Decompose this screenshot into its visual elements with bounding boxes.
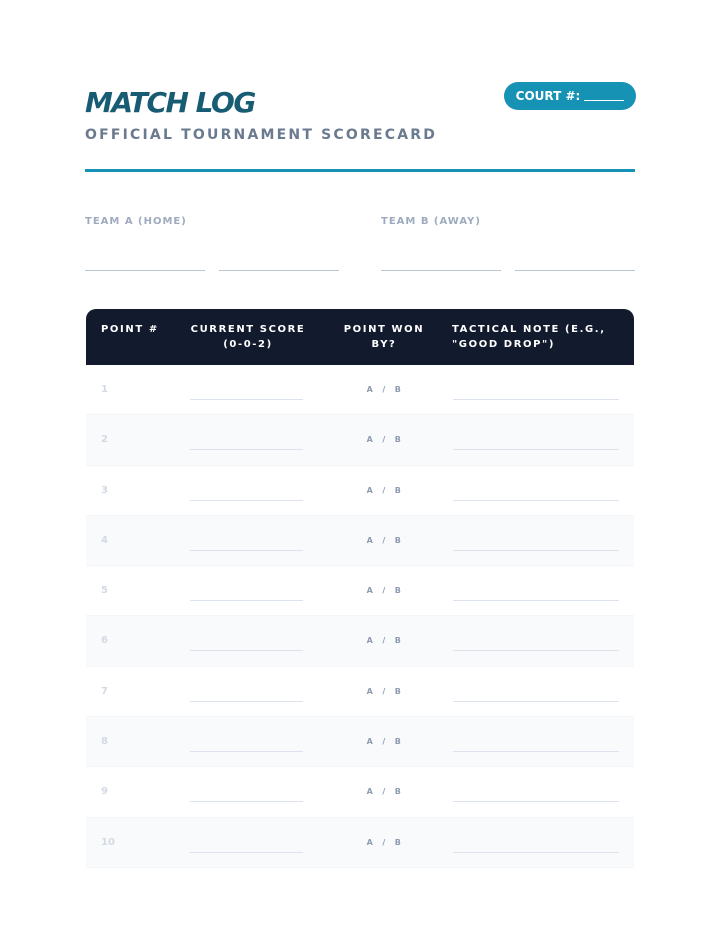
current-score-field[interactable] [190,449,303,450]
point-number: 10 [101,836,115,848]
option-separator: / [382,485,386,495]
current-score-field[interactable] [190,852,303,853]
point-number: 4 [101,534,108,546]
option-team-a[interactable]: A [366,435,374,445]
header-current-score: CURRENT SCORE (0-0-2) [190,324,306,350]
option-team-a[interactable]: A [366,686,374,696]
tactical-note-field[interactable] [453,500,619,501]
header-tactical-note: TACTICAL NOTE (E.G., "GOOD DROP") [452,324,606,350]
option-separator: / [382,737,386,747]
point-number: 6 [101,635,108,647]
team-a-label: TEAM A (HOME) [85,216,187,227]
court-number-blank[interactable] [584,91,624,101]
option-team-b[interactable]: B [394,435,402,445]
table-row [86,818,634,868]
option-team-a[interactable]: A [366,485,374,495]
option-team-b[interactable]: B [394,485,402,495]
table-row [86,365,634,415]
tactical-note-field[interactable] [453,600,619,601]
tactical-note-field[interactable] [453,399,619,400]
header-point-number: POINT # [101,324,159,335]
option-team-b[interactable]: B [394,686,402,696]
option-separator: / [382,535,386,545]
header-divider [85,169,635,172]
team-b-player-2-field[interactable] [515,270,635,271]
option-team-b[interactable]: B [394,837,402,847]
tactical-note-field[interactable] [453,449,619,450]
point-number: 5 [101,585,108,597]
page-subtitle: OFFICIAL TOURNAMENT SCORECARD [85,127,438,143]
tactical-note-field[interactable] [453,650,619,651]
option-team-a[interactable]: A [366,586,374,596]
table-row [86,616,634,666]
table-row [86,717,634,767]
page-title: MATCH LOG [85,86,255,119]
point-number: 7 [101,685,108,697]
point-won-by-options [338,586,430,595]
option-separator: / [382,435,386,445]
point-won-by-options [338,486,430,495]
option-team-a[interactable]: A [366,535,374,545]
point-won-by-options [338,636,430,645]
option-team-b[interactable]: B [394,586,402,596]
table-row [86,767,634,817]
option-separator: / [382,586,386,596]
tactical-note-field[interactable] [453,701,619,702]
table-row [86,466,634,516]
point-number: 8 [101,736,108,748]
option-team-a[interactable]: A [366,737,374,747]
point-won-by-options [338,435,430,444]
table-header [86,309,634,365]
option-team-b[interactable]: B [394,737,402,747]
current-score-field[interactable] [190,600,303,601]
option-team-a[interactable]: A [366,385,374,394]
tactical-note-field[interactable] [453,550,619,551]
option-separator: / [382,837,386,847]
team-a-player-2-field[interactable] [219,270,339,271]
current-score-field[interactable] [190,550,303,551]
tactical-note-field[interactable] [453,801,619,802]
table-row [86,415,634,465]
current-score-field[interactable] [190,701,303,702]
table-row [86,516,634,566]
option-team-b[interactable]: B [394,535,402,545]
point-won-by-options [338,838,430,847]
current-score-field[interactable] [190,399,303,400]
point-won-by-options [338,687,430,696]
tactical-note-field[interactable] [453,852,619,853]
point-number: 9 [101,786,108,798]
option-team-b[interactable]: B [394,385,402,394]
current-score-field[interactable] [190,500,303,501]
option-team-b[interactable]: B [394,787,402,797]
option-team-a[interactable]: A [366,787,374,797]
option-separator: / [382,787,386,797]
tactical-note-field[interactable] [453,751,619,752]
point-won-by-options [338,787,430,796]
option-team-a[interactable]: A [366,636,374,646]
court-label: COURT #: [515,89,581,103]
current-score-field[interactable] [190,650,303,651]
current-score-field[interactable] [190,751,303,752]
point-won-by-options [338,536,430,545]
table-row [86,566,634,616]
team-a-player-1-field[interactable] [85,270,205,271]
option-team-b[interactable]: B [394,636,402,646]
table-body [86,365,634,868]
header-point-won-by: POINT WON BY? [343,324,425,350]
option-separator: / [382,385,386,394]
court-number-badge [504,82,636,110]
team-b-player-1-field[interactable] [381,270,501,271]
option-team-a[interactable]: A [366,837,374,847]
point-won-by-options [338,737,430,746]
table-row [86,667,634,717]
score-table [86,309,634,868]
point-number: 2 [101,434,108,446]
point-number: 1 [101,384,108,395]
option-separator: / [382,686,386,696]
point-number: 3 [101,484,108,496]
team-b-label: TEAM B (AWAY) [381,216,481,227]
option-separator: / [382,636,386,646]
point-won-by-options [338,385,430,394]
current-score-field[interactable] [190,801,303,802]
